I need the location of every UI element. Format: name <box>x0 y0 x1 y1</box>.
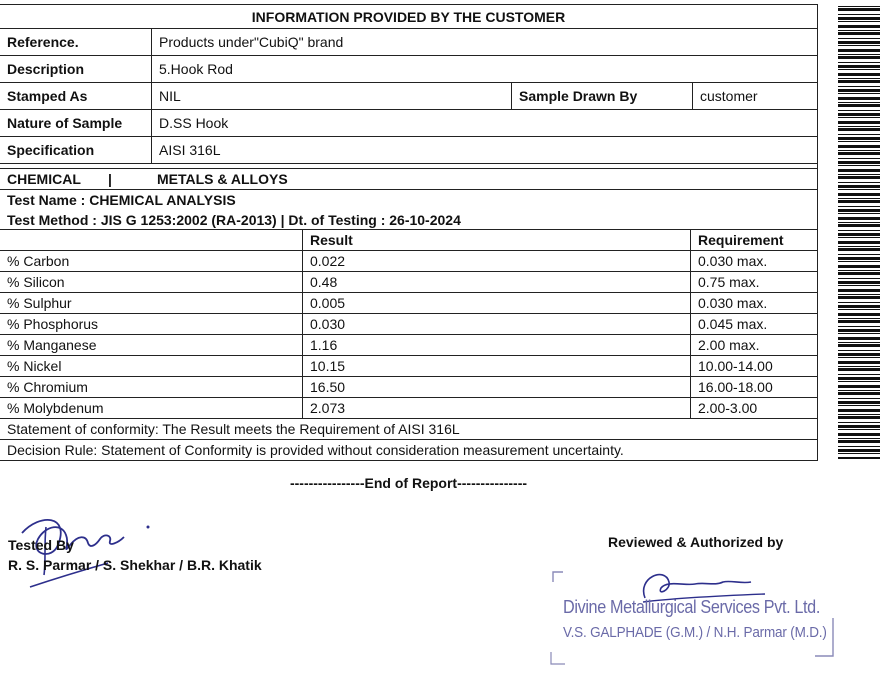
spec-value: AISI 316L <box>151 137 817 163</box>
subcategory-label: METALS & ALLOYS <box>157 171 288 187</box>
result-cell: 0.005 <box>302 293 690 313</box>
test-name: Test Name : CHEMICAL ANALYSIS <box>7 192 236 208</box>
result-cell: 0.030 <box>302 314 690 334</box>
requirement-cell: 0.75 max. <box>690 272 817 292</box>
description-label: Description <box>7 61 85 77</box>
table-row <box>0 272 817 293</box>
spec-label: Specification <box>7 142 95 158</box>
param-cell: % Phosphorus <box>7 316 99 332</box>
nature-label: Nature of Sample <box>7 115 123 131</box>
category-label: CHEMICAL <box>7 171 81 187</box>
category-separator: | <box>108 171 112 187</box>
stamped-value: NIL <box>151 83 511 109</box>
result-cell: 2.073 <box>302 398 690 418</box>
conformity-row <box>0 419 817 440</box>
test-name-row <box>0 190 817 210</box>
param-cell: % Sulphur <box>7 295 72 311</box>
stamp-company-name: Divine Metallurgical Services Pvt. Ltd. <box>563 597 820 617</box>
results-body <box>0 251 817 419</box>
table-row <box>0 314 817 335</box>
conformity-statement: Statement of conformity: The Result meets the Requirement of AISI 316L <box>7 421 460 437</box>
test-method-row <box>0 210 817 230</box>
param-cell: % Nickel <box>7 358 62 374</box>
table-row <box>0 293 817 314</box>
customer-info-title: INFORMATION PROVIDED BY THE CUSTOMER <box>251 8 566 25</box>
category-row <box>0 169 817 190</box>
table-row <box>0 356 817 377</box>
company-stamp-frame <box>545 568 845 668</box>
end-of-report: ----------------End of Report--------------- <box>289 475 528 491</box>
tested-by-names: R. S. Parmar / S. Shekhar / B.R. Khatik <box>8 557 262 573</box>
reference-label: Reference. <box>7 34 79 50</box>
sample-drawn-label: Sample Drawn By <box>511 83 692 109</box>
table-row <box>0 398 817 419</box>
param-cell: % Chromium <box>7 379 88 395</box>
param-cell: % Carbon <box>7 253 70 269</box>
table-row <box>0 335 817 356</box>
result-cell: 0.022 <box>302 251 690 271</box>
description-row <box>0 56 817 83</box>
results-header-row <box>0 230 817 251</box>
result-cell: 1.16 <box>302 335 690 355</box>
stamped-row <box>0 83 817 110</box>
test-method: Test Method : JIS G 1253:2002 (RA-2013) | Dt. of Testing : 26-10-2024 <box>7 211 461 228</box>
requirement-cell: 0.030 max. <box>690 251 817 271</box>
param-cell: % Silicon <box>7 274 65 290</box>
nature-value: D.SS Hook <box>151 110 817 136</box>
report-table <box>0 4 818 461</box>
result-cell: 10.15 <box>302 356 690 376</box>
tested-by-label: Tested By <box>8 537 74 553</box>
nature-row <box>0 110 817 137</box>
barcode-graphic <box>838 6 880 459</box>
result-cell: 0.48 <box>302 272 690 292</box>
param-cell: % Molybdenum <box>7 400 104 416</box>
results-header-result: Result <box>302 230 690 250</box>
requirement-cell: 2.00 max. <box>690 335 817 355</box>
table-row <box>0 377 817 398</box>
requirement-cell: 2.00-3.00 <box>690 398 817 418</box>
requirement-cell: 0.030 max. <box>690 293 817 313</box>
stamp-officers: V.S. GALPHADE (G.M.) / N.H. Parmar (M.D.) <box>563 624 827 641</box>
sample-drawn-value: customer <box>692 83 817 109</box>
specification-row <box>0 137 817 164</box>
requirement-cell: 16.00-18.00 <box>690 377 817 397</box>
results-header-param <box>0 230 302 250</box>
requirement-cell: 0.045 max. <box>690 314 817 334</box>
requirement-cell: 10.00-14.00 <box>690 356 817 376</box>
decision-rule-row <box>0 440 817 461</box>
reviewed-authorized-label: Reviewed & Authorized by <box>608 534 784 550</box>
table-row <box>0 251 817 272</box>
reference-value: Products under"CubiQ" brand <box>151 29 817 55</box>
customer-info-title-row <box>0 5 817 29</box>
decision-rule: Decision Rule: Statement of Conformity is provided without consideration measurement uncertainty. <box>7 442 624 458</box>
param-cell: % Manganese <box>7 337 97 353</box>
stamped-label: Stamped As <box>7 88 88 104</box>
description-value: 5.Hook Rod <box>151 56 817 82</box>
reference-row <box>0 29 817 56</box>
result-cell: 16.50 <box>302 377 690 397</box>
results-header-requirement: Requirement <box>690 230 817 250</box>
